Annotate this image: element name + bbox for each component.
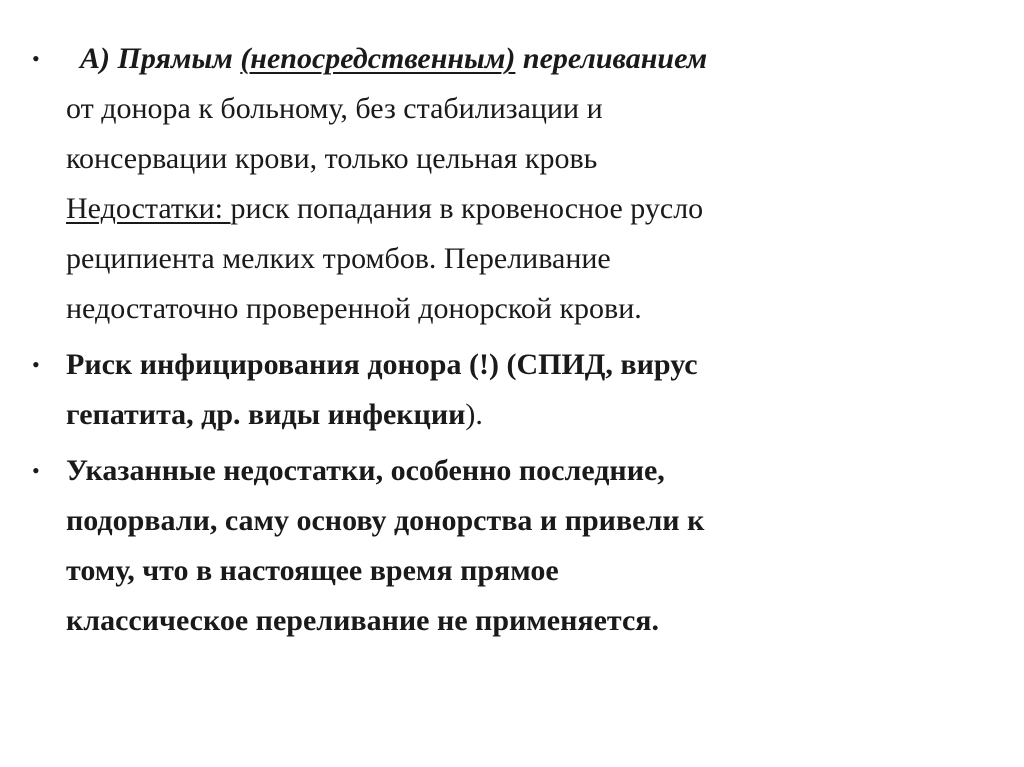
bullet-3-line-3: тому, что в настоящее время прямое — [66, 554, 559, 587]
bullet-list — [26, 34, 986, 646]
bullet-1-line-5: реципиента мелких тромбов. Переливание — [66, 242, 611, 275]
bullet-1-line-4 — [66, 184, 986, 234]
drawbacks-text: риск попадания в кровеносное русло — [230, 192, 704, 225]
bullet-3-line-1: Указанные недостатки, особенно последние, — [66, 454, 665, 487]
bullet-1-line-3: консервации крови, только цельная кровь — [66, 142, 598, 175]
bullet-3-line-2: подорвали, саму основу донорства и привели к — [66, 504, 705, 537]
drawbacks-label: Недостатки: — [66, 192, 231, 225]
bullet-1-heading: А) Прямым — [80, 42, 241, 75]
bullet-1-heading-underlined: (непосредственным) — [240, 42, 516, 75]
bullet-marker: • — [32, 458, 40, 483]
bullet-3-line-4: классическое переливание не применяется. — [66, 604, 660, 637]
bullet-1-line-6: недостаточно проверенной донорской крови. — [66, 292, 642, 325]
bullet-item-infection-risk — [26, 340, 986, 440]
bullet-marker: • — [32, 352, 40, 377]
bullet-marker: • — [32, 46, 40, 71]
bullet-2-line-2-end: ). — [465, 398, 483, 431]
bullet-item-direct-transfusion — [26, 34, 986, 334]
bullet-2-line-2-bold: гепатита, др. виды инфекции — [66, 398, 466, 431]
bullet-1-line-1 — [66, 34, 986, 84]
bullet-1-line-2: от донора к больному, без стабилизации и — [66, 92, 603, 125]
bullet-2-line-1: Риск инфицирования донора (!) (СПИД, вирус — [66, 348, 698, 381]
bullet-1-heading-end: переливанием — [515, 42, 708, 75]
bullet-2-line-2 — [66, 390, 986, 440]
bullet-item-conclusion — [26, 446, 986, 646]
